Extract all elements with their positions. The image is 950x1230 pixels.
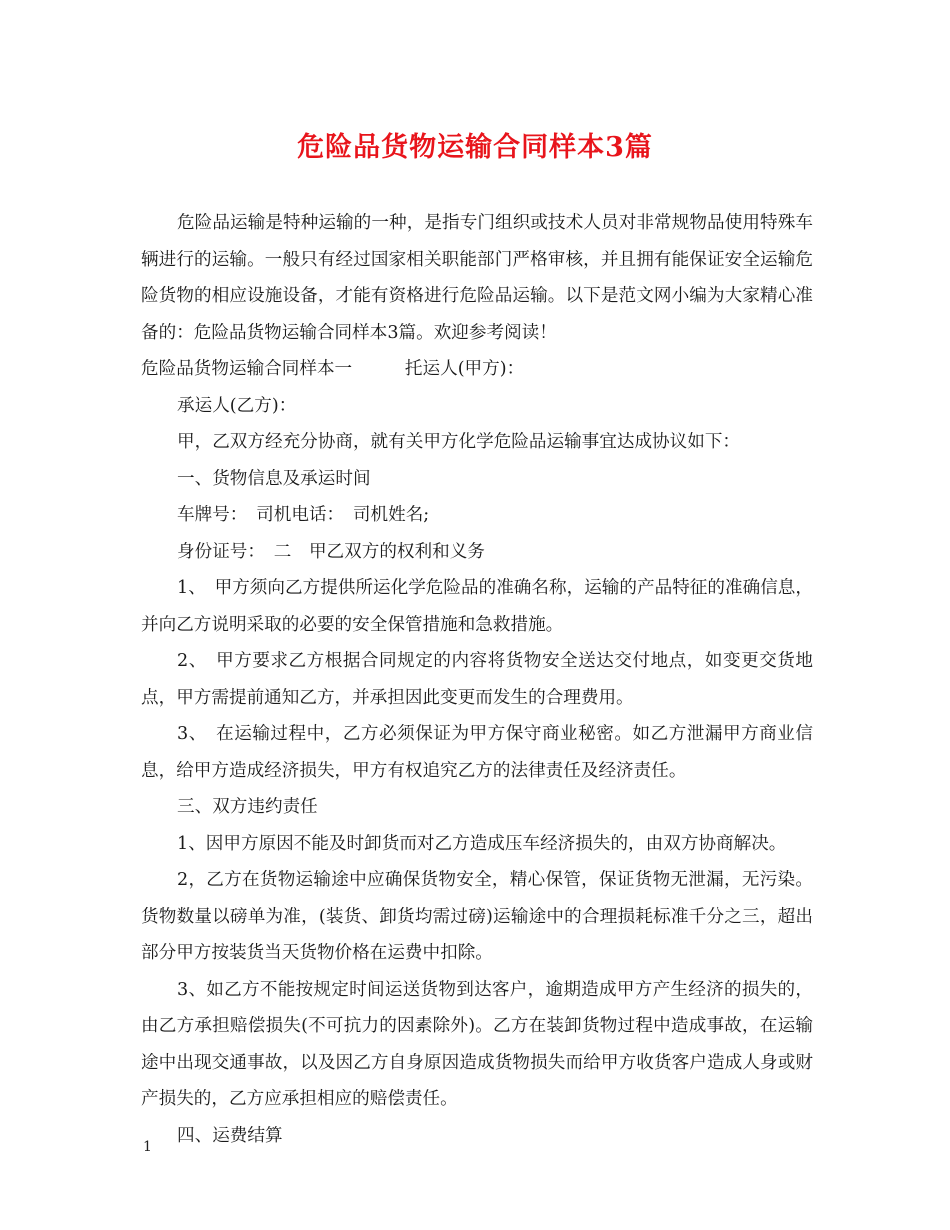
agreement-line: 甲，乙双方经充分协商，就有关甲方化学危险品运输事宜达成协议如下：	[177, 432, 741, 452]
clause-2-3: 3、 在运输过程中，乙方必须保证为甲方保守商业秘密。如乙方泄漏甲方商业信息，给甲方造成经济损失，甲方有权追究乙方的法律责任及经济责任。	[141, 724, 813, 781]
section-one-heading: 一、货物信息及承运时间	[177, 468, 371, 489]
clause-3-3: 3、如乙方不能按规定时间运送货物到达客户，逾期造成甲方产生经济的损失的，由乙方承担赔偿损失(不可抗力的因素除外)。乙方在装卸货物过程中造成事故，在运输途中出现交通事故，以及因乙方自身原因造成货物损失而给甲方收货客户造成人身或财产损失的，乙方应承担相应的赔偿责任。	[141, 979, 813, 1109]
clause-3-1: 1、因甲方原因不能及时卸货而对乙方造成压车经济损失的，由双方协商解决。	[177, 833, 787, 854]
clause-3-2: 2，乙方在货物运输途中应确保货物安全，精心保管，保证货物无泄漏，无污染。货物数量以磅单为准，(装货、卸货均需过磅)运输途中的合理损耗标准千分之三，超出部分甲方按装货当天货物价格在运费中扣除。	[141, 870, 813, 963]
document-title: 危险品货物运输合同样本3篇	[297, 132, 653, 163]
document-body	[141, 205, 813, 1154]
section-four-heading: 四、运费结算	[177, 1125, 283, 1146]
contract-one-heading: 危险品货物运输合同样本一 托运人(甲方)：	[141, 359, 525, 379]
carrier-line: 承运人(乙方)：	[177, 395, 297, 416]
page-number: 1	[143, 1139, 152, 1155]
clause-2-2: 2、 甲方要求乙方根据合同规定的内容将货物安全送达交付地点，如变更交货地点，甲方需提前通知乙方，并承担因此变更而发生的合理费用。	[141, 651, 813, 708]
id-and-section-two-line: 身份证号： 二 甲乙双方的权利和义务	[177, 541, 485, 562]
intro-paragraph: 危险品运输是特种运输的一种，是指专门组织或技术人员对非常规物品使用特殊车辆进行的运输。一般只有经过国家相关职能部门严格审核，并且拥有能保证安全运输危险货物的相应设施设备，才能有资格进行危险品运输。以下是范文网小编为大家精心准备的：危险品货物运输合同样本3篇。欢迎参考阅读！	[141, 213, 813, 343]
vehicle-info-line: 车牌号： 司机电话： 司机姓名;	[177, 505, 430, 525]
clause-2-1: 1、 甲方须向乙方提供所运化学危险品的准确名称，运输的产品特征的准确信息，并向乙方说明采取的必要的安全保管措施和急救措施。	[141, 578, 813, 635]
section-three-heading: 三、双方违约责任	[177, 797, 318, 817]
